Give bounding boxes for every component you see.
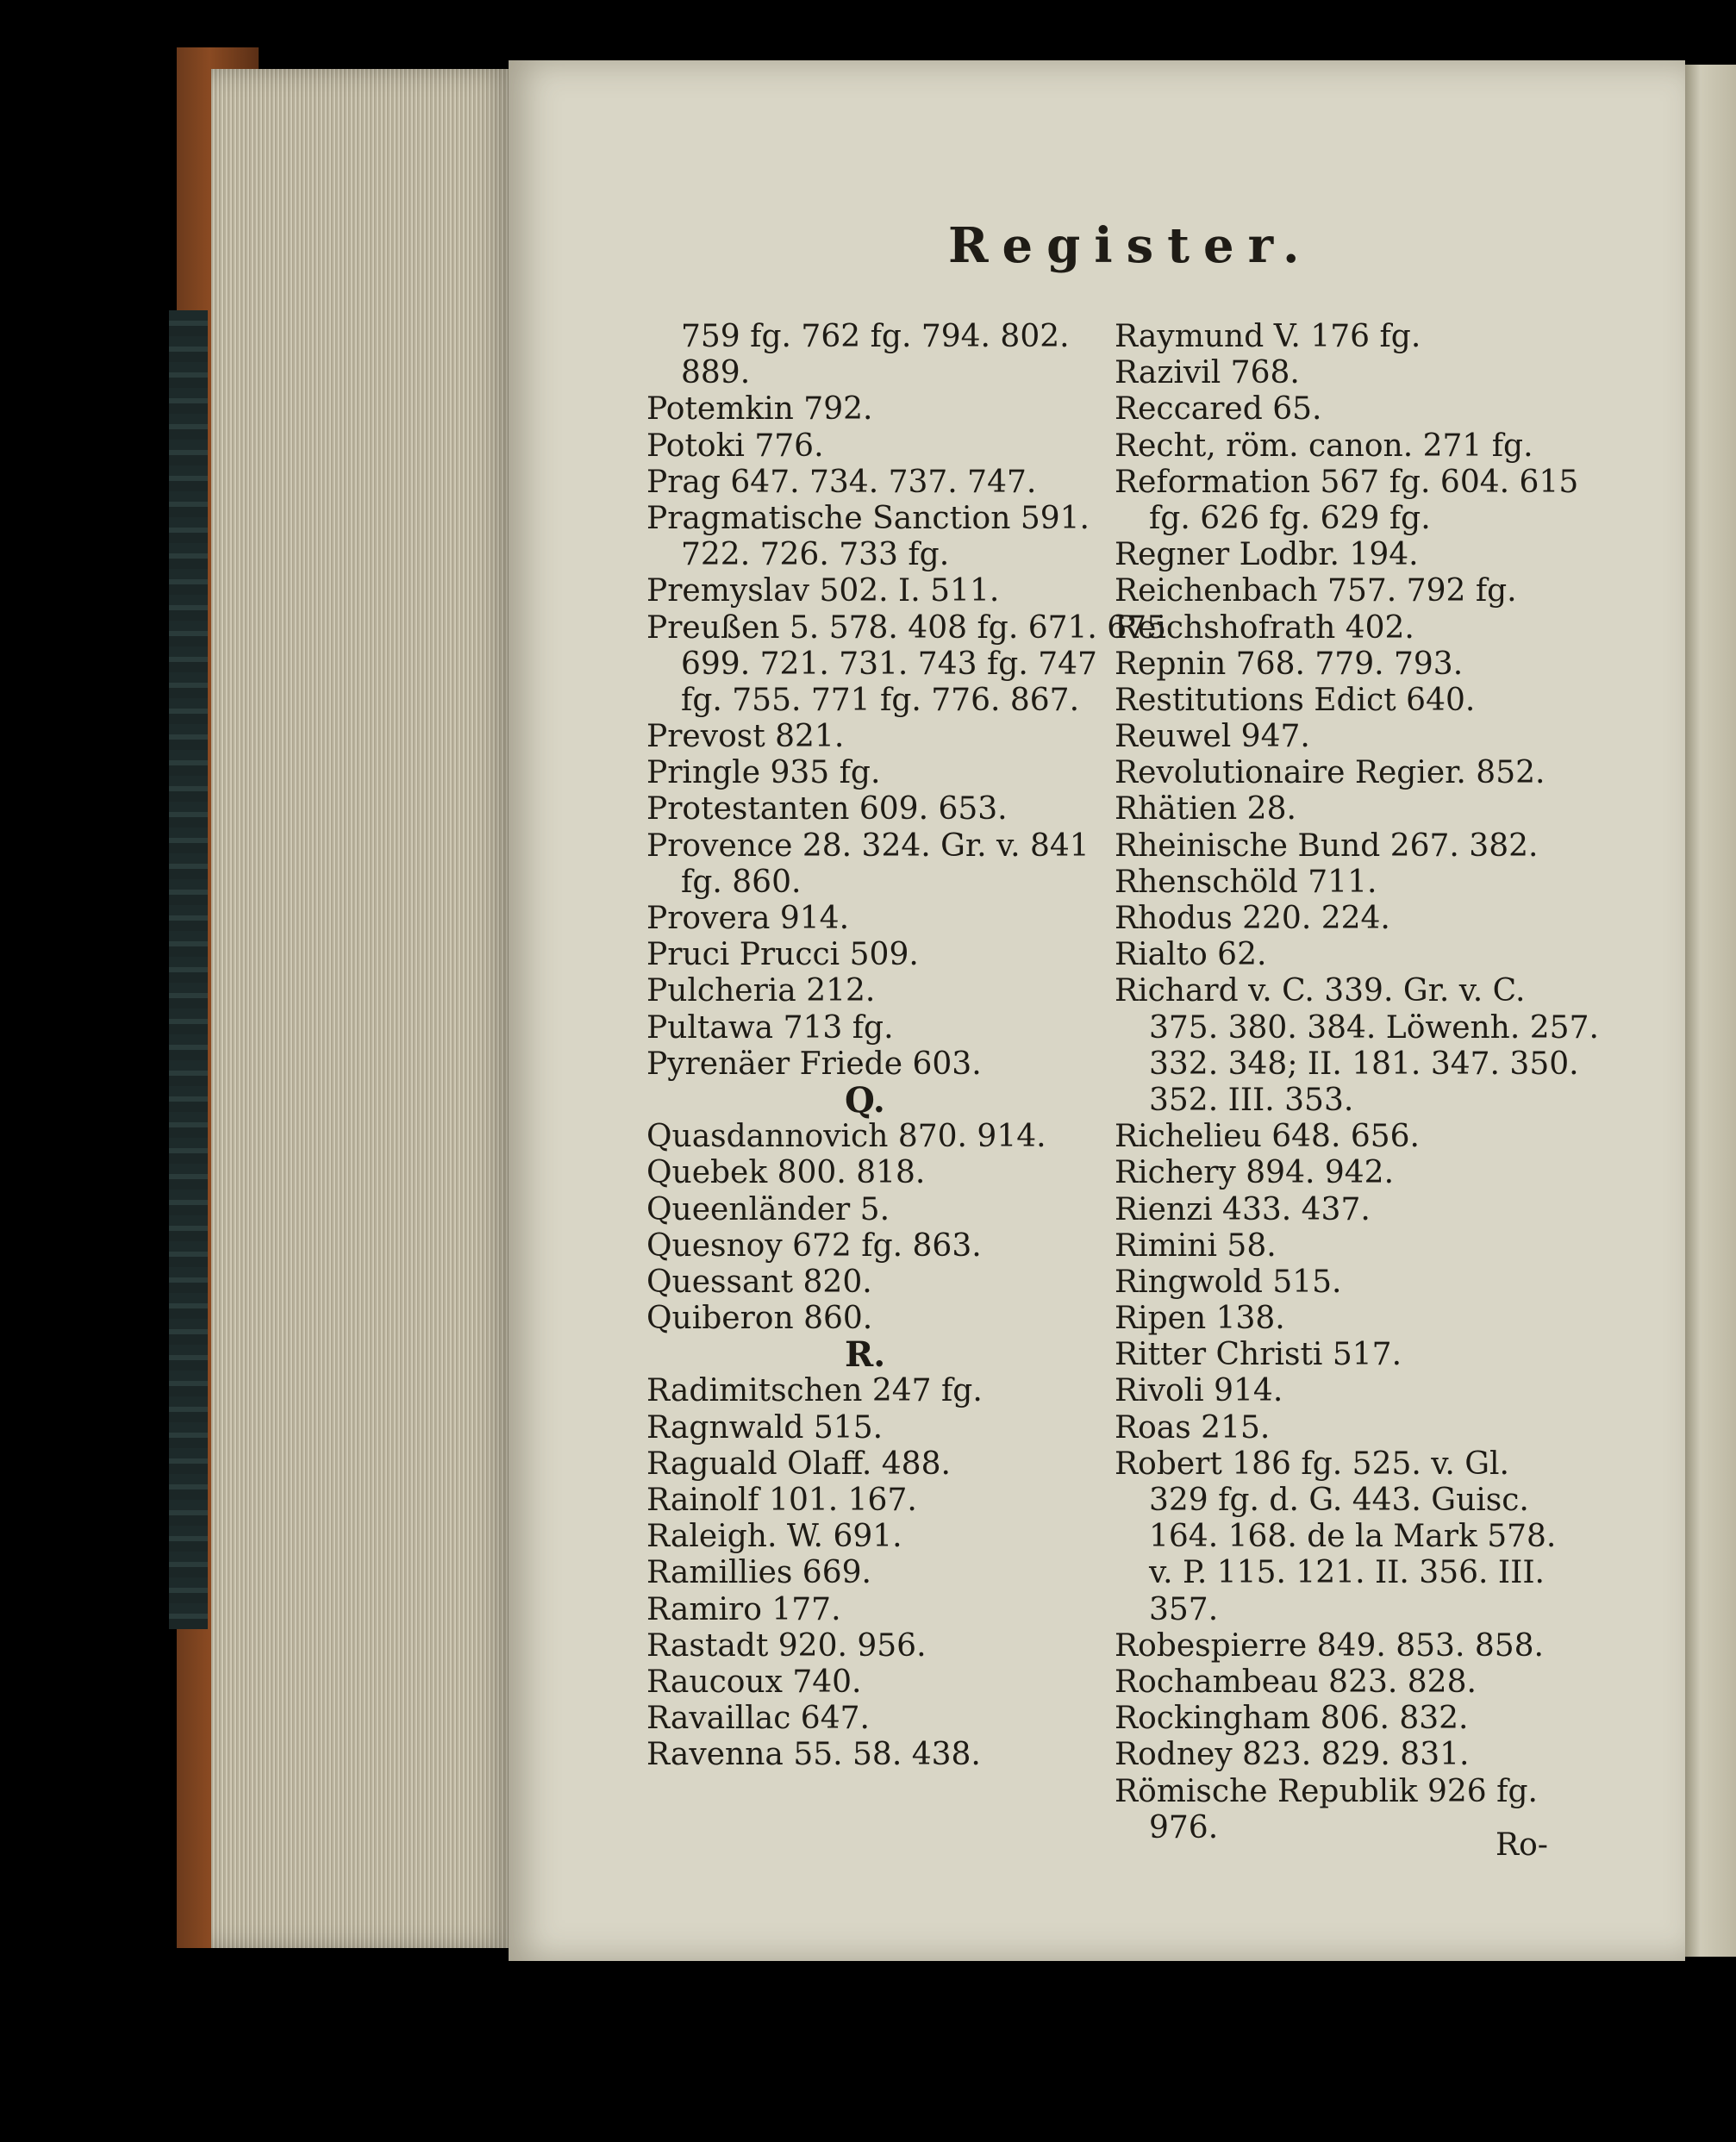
index-entry: 759 fg. 762 fg. 794. 802.: [681, 319, 1070, 354]
index-entry: Provera 914.: [646, 901, 850, 936]
index-entry: Pragmatische Sanction 591.: [646, 500, 1090, 536]
index-column-left: [646, 319, 1167, 1774]
index-entry: Ramillies 669.: [646, 1555, 871, 1591]
index-entry: 329 fg. d. G. 443. Guisc.: [1149, 1483, 1529, 1518]
index-entry: Roas 215.: [1115, 1409, 1271, 1446]
index-entry: 699. 721. 731. 743 fg. 747: [681, 646, 1097, 682]
index-entry: Robert 186 fg. 525. v. Gl.: [1115, 1446, 1509, 1482]
index-entry: 889.: [681, 355, 751, 391]
index-entry: Radimitschen 247 fg.: [646, 1373, 983, 1409]
index-entry: v. P. 115. 121. II. 356. III.: [1149, 1555, 1545, 1591]
index-entry: Repnin 768. 779. 793.: [1115, 646, 1464, 682]
index-entry: Rhätien 28.: [1115, 791, 1296, 827]
index-entry: Ramiro 177.: [646, 1591, 841, 1627]
index-entry: Reformation 567 fg. 604. 615: [1115, 464, 1579, 500]
index-entry: Pringle 935 fg.: [646, 755, 881, 791]
index-entry: Richard v. C. 339. Gr. v. C.: [1115, 973, 1526, 1009]
index-entry: Robespierre 849. 853. 858.: [1115, 1627, 1544, 1664]
index-entry: Reichenbach 757. 792 fg.: [1115, 573, 1517, 609]
index-entry: Rienzi 433. 437.: [1115, 1191, 1371, 1227]
spine-marbled-strip: [169, 310, 208, 1629]
index-entry: Premyslav 502. I. 511.: [646, 573, 1000, 609]
index-entry: Potoki 776.: [646, 428, 824, 464]
page-edges: [211, 69, 517, 1948]
index-entry: Ravenna 55. 58. 438.: [646, 1737, 981, 1773]
page-title: Register.: [948, 217, 1314, 274]
index-entry: Rainolf 101. 167.: [646, 1483, 917, 1518]
index-entry: Rastadt 920. 956.: [646, 1627, 927, 1664]
index-entry: Quebek 800. 818.: [646, 1155, 926, 1191]
index-entry: Rockingham 806. 832.: [1115, 1701, 1469, 1737]
index-entry: Rochambeau 823. 828.: [1115, 1664, 1477, 1700]
index-entry: Ringwold 515.: [1115, 1264, 1342, 1300]
section-letter: Q.: [845, 1079, 885, 1121]
index-entry: Preußen 5. 578. 408 fg. 671. 675: [646, 609, 1167, 646]
index-entry: Raymund V. 176 fg.: [1115, 319, 1421, 354]
index-entry: Pyrenäer Friede 603.: [646, 1046, 982, 1082]
index-entry: Richelieu 648. 656.: [1115, 1119, 1420, 1155]
index-entry: Ragnwald 515.: [646, 1409, 884, 1446]
index-entry: 375. 380. 384. Löwenh. 257.: [1149, 1009, 1599, 1046]
facing-page-edge: [1685, 65, 1736, 1957]
index-entry: 722. 726. 733 fg.: [681, 537, 950, 573]
index-entry: 352. III. 353.: [1149, 1082, 1354, 1118]
index-entry: Rialto 62.: [1115, 937, 1267, 973]
index-entry: fg. 755. 771 fg. 776. 867.: [681, 682, 1080, 718]
index-entry: Potemkin 792.: [646, 391, 873, 428]
section-letter: R.: [845, 1334, 886, 1376]
index-entry: Ripen 138.: [1115, 1301, 1285, 1337]
index-entry: Ritter Christi 517.: [1115, 1337, 1402, 1373]
index-entry: Revolutionaire Regier. 852.: [1115, 755, 1546, 791]
index-entry: Rhenschöld 711.: [1115, 864, 1377, 900]
index-entry: Prag 647. 734. 737. 747.: [646, 464, 1037, 500]
index-entry: Pultawa 713 fg.: [646, 1009, 894, 1046]
index-entry: Richery 894. 942.: [1115, 1155, 1395, 1191]
index-entry: Provence 28. 324. Gr. v. 841: [646, 827, 1090, 864]
index-entry: Pulcheria 212.: [646, 973, 876, 1009]
index-entry: 164. 168. de la Mark 578.: [1149, 1519, 1557, 1555]
index-entry: Quasdannovich 870. 914.: [646, 1119, 1046, 1155]
index-entry: Reccared 65.: [1115, 391, 1322, 428]
index-entry: Raguald Olaff. 488.: [646, 1446, 951, 1482]
index-entry: 357.: [1149, 1591, 1219, 1627]
index-entry: Rodney 823. 829. 831.: [1115, 1737, 1470, 1773]
index-entry: Rheinische Bund 267. 382.: [1115, 827, 1539, 864]
index-entry: Ravaillac 647.: [646, 1701, 870, 1737]
index-entry: Pruci Prucci 509.: [646, 937, 919, 973]
index-entry: fg. 626 fg. 629 fg.: [1149, 500, 1431, 536]
catchword: Ro-: [1496, 1827, 1548, 1863]
index-entry: Reichshofrath 402.: [1115, 609, 1414, 646]
index-entry: Recht, röm. canon. 271 fg.: [1115, 428, 1533, 464]
index-entry: Rhodus 220. 224.: [1115, 901, 1390, 936]
index-entry: Restitutions Edict 640.: [1115, 682, 1476, 718]
index-entry: Raleigh. W. 691.: [646, 1519, 902, 1555]
index-entry: Reuwel 947.: [1115, 719, 1310, 755]
index-entry: Regner Lodbr. 194.: [1115, 537, 1419, 573]
index-entry: Razivil 768.: [1115, 355, 1300, 391]
index-entry: Quessant 820.: [646, 1264, 872, 1300]
index-entry: Rimini 58.: [1115, 1227, 1277, 1264]
index-entry: Rivoli 914.: [1115, 1373, 1283, 1409]
index-entry: Raucoux 740.: [646, 1664, 862, 1700]
index-entry: 332. 348; II. 181. 347. 350.: [1149, 1046, 1579, 1082]
index-entry: Römische Republik 926 fg.: [1115, 1773, 1538, 1809]
index-entry: 976.: [1149, 1809, 1219, 1845]
index-entry: Queenländer 5.: [646, 1191, 890, 1227]
index-column-right: [1115, 319, 1599, 1846]
index-entry: Protestanten 609. 653.: [646, 791, 1008, 827]
index-entry: Quiberon 860.: [646, 1301, 873, 1337]
index-entry: fg. 860.: [681, 864, 802, 900]
index-entry: Quesnoy 672 fg. 863.: [646, 1227, 982, 1264]
index-entry: Prevost 821.: [646, 719, 845, 755]
